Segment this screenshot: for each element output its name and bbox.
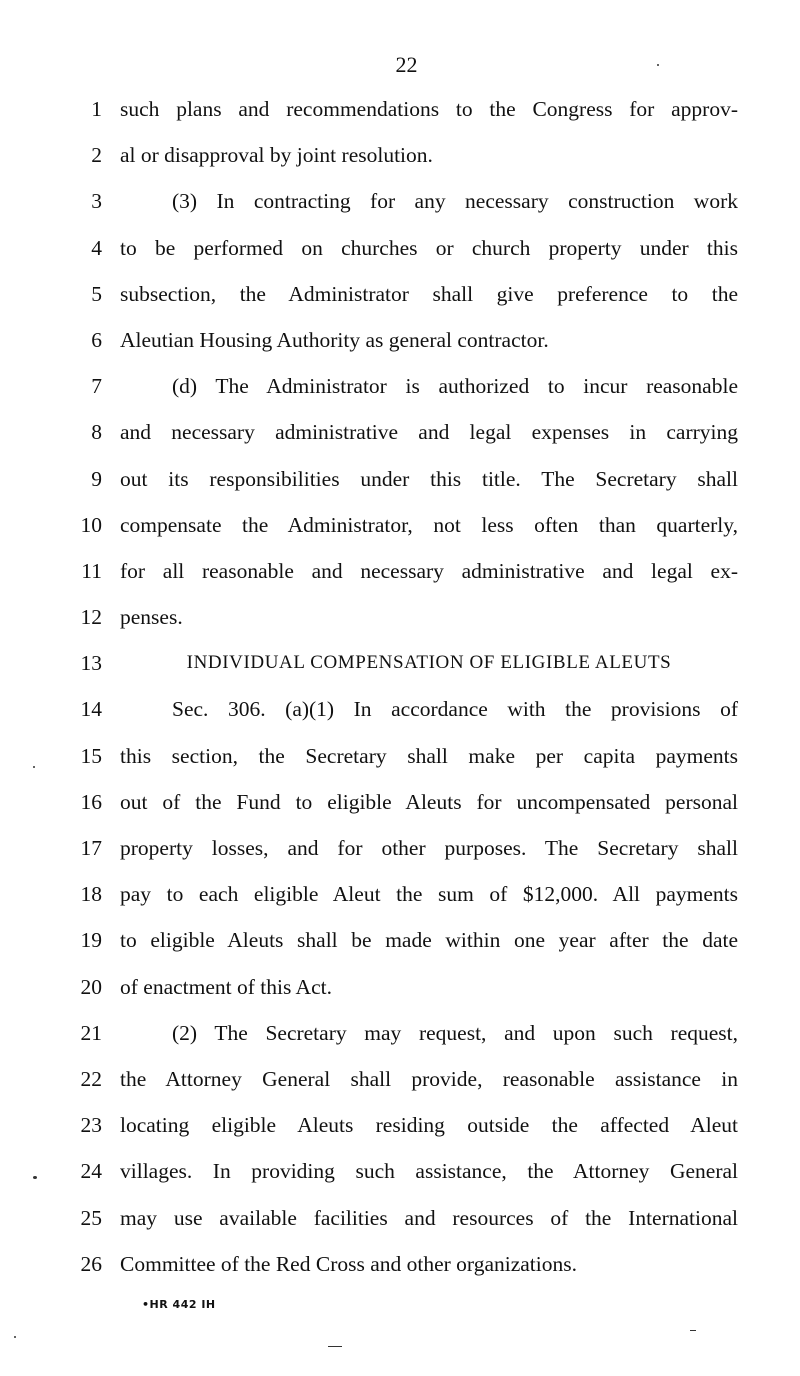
document-line: [0, 871, 800, 917]
line-number: 7: [91, 374, 102, 399]
line-number: 9: [91, 466, 102, 491]
document-line: [0, 225, 800, 271]
line-number: 26: [80, 1251, 102, 1276]
line-text: villages. In providing such assistance, the Attorney General: [120, 1159, 738, 1184]
line-number: 14: [80, 697, 102, 722]
line-text: this section, the Secretary shall make per capita payments: [120, 743, 738, 768]
line-text: the Attorney General shall provide, reasonable assistance in: [120, 1066, 738, 1091]
document-line: [0, 1056, 800, 1102]
line-text: to be performed on churches or church property under this: [120, 235, 738, 260]
line-number: 4: [91, 235, 102, 260]
scan-speck: [33, 766, 35, 768]
document-line: [0, 640, 800, 686]
bill-code-footer: •HR 442 IH: [142, 1298, 216, 1311]
line-text: out its responsibilities under this title. The Secretary shall: [120, 466, 738, 491]
line-text: of enactment of this Act.: [120, 974, 332, 999]
line-text: al or disapproval by joint resolution.: [120, 143, 433, 168]
document-line: [0, 363, 800, 409]
scan-speck: [690, 1330, 696, 1331]
line-number: 22: [80, 1066, 102, 1091]
document-line: [0, 502, 800, 548]
line-number: 15: [80, 743, 102, 768]
scan-speck: [328, 1346, 342, 1347]
line-number: 21: [80, 1020, 102, 1045]
line-number: 23: [80, 1113, 102, 1138]
document-line: [0, 409, 800, 455]
line-number: 5: [91, 281, 102, 306]
line-number: 1: [91, 97, 102, 121]
document-line: [0, 733, 800, 779]
line-number: 3: [91, 189, 102, 214]
line-text: such plans and recommendations to the Congress for approv-: [120, 97, 738, 121]
line-text: out of the Fund to eligible Aleuts for uncompensated personal: [120, 789, 738, 814]
document-line: [0, 1195, 800, 1241]
line-text: Committee of the Red Cross and other organizations.: [120, 1251, 577, 1276]
line-number: 12: [80, 605, 102, 630]
document-line: [0, 548, 800, 594]
line-text: Sec. 306. (a)(1) In accordance with the provisions of: [172, 697, 738, 722]
line-number: 11: [81, 558, 102, 583]
line-text: property losses, and for other purposes. The Secretary shall: [120, 836, 738, 860]
line-number: 8: [91, 420, 102, 445]
line-text: and necessary administrative and legal expenses in carrying: [120, 420, 738, 445]
scan-speck: [33, 1176, 37, 1179]
line-text: (3) In contracting for any necessary construction work: [172, 189, 738, 214]
line-text: to eligible Aleuts shall be made within one year after the date: [120, 928, 738, 953]
line-text: subsection, the Administrator shall give preference to the: [120, 281, 738, 306]
document-line: [0, 132, 800, 178]
line-number: 20: [80, 974, 102, 999]
line-number: 24: [80, 1159, 102, 1184]
line-text: (2) The Secretary may request, and upon such request,: [172, 1020, 738, 1045]
line-number: 6: [91, 327, 102, 352]
line-number: 17: [80, 836, 102, 860]
document-line: [0, 825, 800, 871]
document-line: [0, 686, 800, 732]
line-text: penses.: [120, 605, 183, 630]
document-line: [0, 456, 800, 502]
document-line: [0, 917, 800, 963]
scan-speck: [14, 1336, 16, 1338]
document-line: [0, 1241, 800, 1287]
document-line: [0, 271, 800, 317]
document-body: [0, 86, 800, 1287]
document-line: [0, 178, 800, 224]
document-line: [0, 1010, 800, 1056]
line-number: 25: [80, 1205, 102, 1230]
document-line: [0, 1102, 800, 1148]
line-number: 2: [91, 143, 102, 168]
line-number: 19: [80, 928, 102, 953]
line-number: 13: [80, 651, 102, 676]
document-line: [0, 779, 800, 825]
line-text: pay to each eligible Aleut the sum of $12,000. All payments: [120, 882, 738, 907]
line-number: 16: [80, 789, 102, 814]
scan-speck: [657, 64, 659, 66]
line-text: (d) The Administrator is authorized to incur reasonable: [172, 374, 738, 399]
line-text: Aleutian Housing Authority as general contractor.: [120, 327, 549, 352]
page-number: 22: [395, 52, 418, 77]
line-text: may use available facilities and resources of the International: [120, 1205, 738, 1230]
section-heading: INDIVIDUAL COMPENSATION OF ELIGIBLE ALEUTS: [186, 652, 672, 674]
line-text: locating eligible Aleuts residing outside the affected Aleut: [120, 1113, 738, 1138]
line-number: 18: [80, 882, 102, 907]
line-text: compensate the Administrator, not less often than quarterly,: [120, 512, 738, 537]
document-line: [0, 86, 800, 132]
line-text: for all reasonable and necessary administrative and legal ex-: [120, 558, 738, 583]
document-line: [0, 964, 800, 1010]
document-line: [0, 594, 800, 640]
line-number: 10: [80, 512, 102, 537]
document-line: [0, 317, 800, 363]
document-line: [0, 1148, 800, 1194]
